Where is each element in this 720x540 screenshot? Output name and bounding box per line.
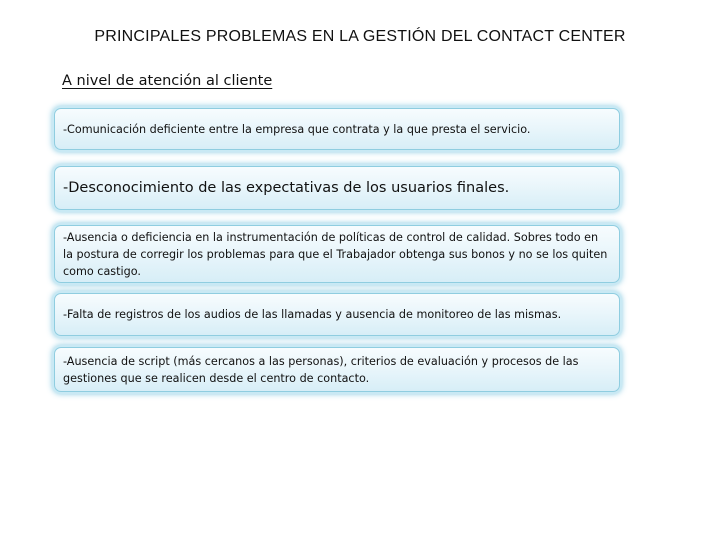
- problem-text: -Falta de registros de los audios de las llamadas y ausencia de monitoreo de las mismas.: [63, 308, 562, 321]
- problem-text: -Ausencia o deficiencia en la instrumentación de políticas de control de calidad. Sobres todo en la postura de corregir los problemas para que el Trabajador obtenga sus bonos y no se los quiten como castigo.: [63, 230, 608, 278]
- problem-box: [54, 166, 620, 210]
- problem-text: -Comunicación deficiente entre la empresa que contrata y la que presta el servicio.: [63, 122, 531, 136]
- problem-box: [54, 293, 620, 336]
- problem-box: [54, 108, 620, 150]
- section-subtitle: A nivel de atención al cliente: [62, 73, 273, 89]
- problem-text: -Desconocimiento de las expectativas de los usuarios finales.: [63, 179, 510, 196]
- problem-text: -Ausencia de script (más cercanos a las personas), criterios de evaluación y procesos de las gestiones que se realicen desde el centro de contacto.: [63, 354, 579, 385]
- page-title: PRINCIPALES PROBLEMAS EN LA GESTIÓN DEL CONTACT CENTER: [94, 28, 626, 45]
- problem-box: [54, 225, 620, 283]
- problem-box: [54, 347, 620, 392]
